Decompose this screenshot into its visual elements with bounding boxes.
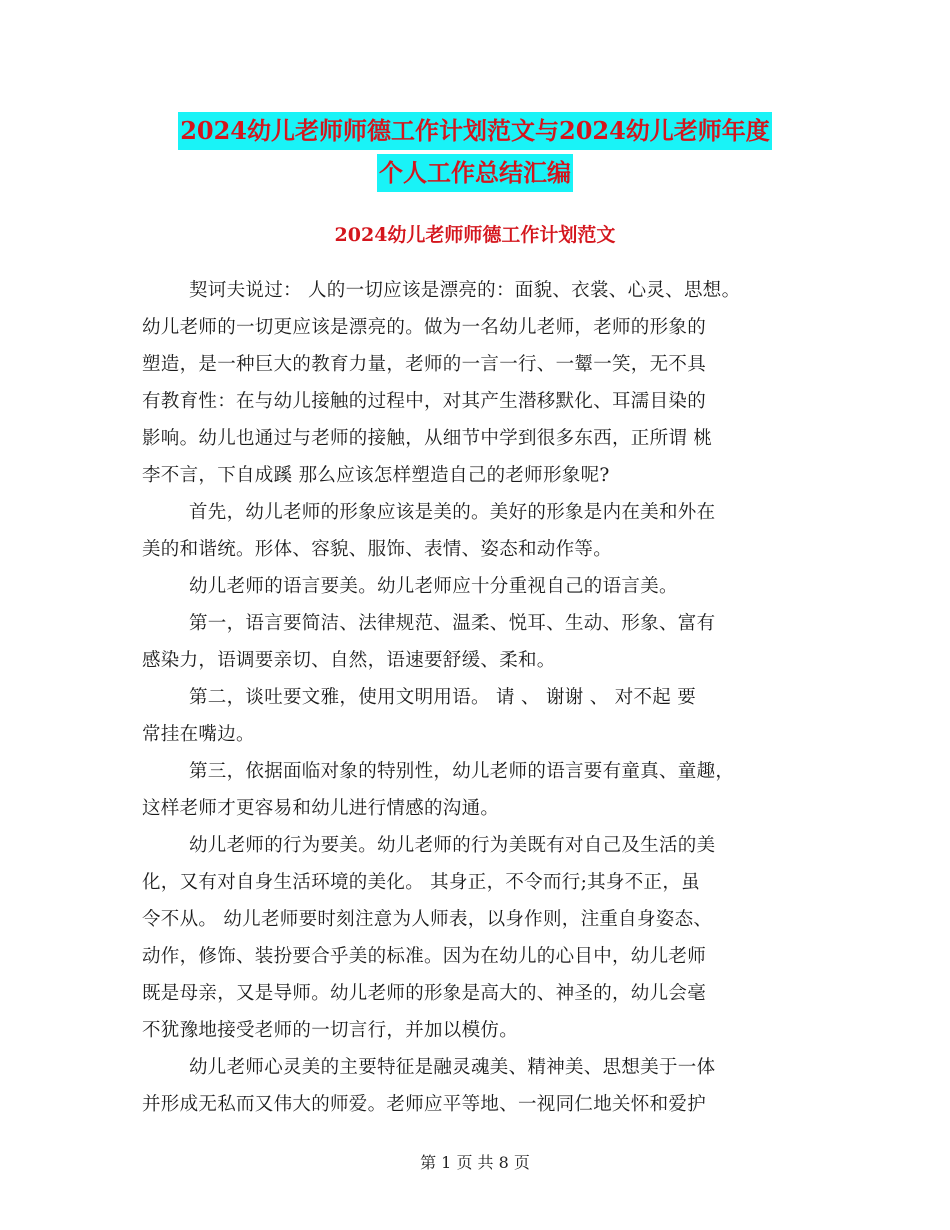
document-body [142,272,822,1123]
paragraph-line: 第二，谈吐要文雅，使用文明用语。 请 、 谢谢 、 对不起 要 [189,687,697,708]
paragraph-line: 这样老师才更容易和幼儿进行情感的沟通。 [142,798,500,819]
paragraph-line: 幼儿老师心灵美的主要特征是融灵魂美、精神美、思想美于一体 [189,1057,716,1078]
paragraph-line: 幼儿老师的一切更应该是漂亮的。做为一名幼儿老师，老师的形象的 [142,317,707,338]
paragraph-line: 并形成无私而又伟大的师爱。老师应平等地、一视同仁地关怀和爱护 [142,1094,707,1115]
paragraph-line: 影响。幼儿也通过与老师的接触，从细节中学到很多东西，正所谓 桃 [142,428,713,449]
title-line-2: 个人工作总结汇编 [377,154,573,192]
paragraph-line: 幼儿老师的行为要美。幼儿老师的行为美既有对自己及生活的美 [189,835,716,856]
title-line-1: 2024幼儿老师师德工作计划范文与2024幼儿老师年度 [178,112,772,150]
paragraph-line: 第三，依据面临对象的特别性，幼儿老师的语言要有童真、童趣， [189,761,735,782]
paragraph-line: 感染力，语调要亲切、自然，语速要舒缓、柔和。 [142,650,556,671]
paragraph-line: 幼儿老师的语言要美。幼儿老师应十分重视自己的语言美。 [189,576,678,597]
paragraph-line: 塑造，是一种巨大的教育力量，老师的一言一行、一颦一笑，无不具 [142,354,707,375]
paragraph-line: 既是母亲，又是导师。幼儿老师的形象是高大的、神圣的，幼儿会毫 [142,983,707,1004]
paragraph-line: 常挂在嘴边。 [142,724,255,745]
page-footer: 第 1 页 共 8 页 [420,1153,530,1172]
paragraph-line: 动作，修饰、装扮要合乎美的标准。因为在幼儿的心目中，幼儿老师 [142,946,707,967]
section-heading: 2024幼儿老师师德工作计划范文 [334,224,616,246]
paragraph-line: 首先，幼儿老师的形象应该是美的。美好的形象是内在美和外在 [189,502,716,523]
paragraph-line: 有教育性：在与幼儿接触的过程中，对其产生潜移默化、耳濡目染的 [142,391,707,412]
paragraph-line: 契诃夫说过： 人的一切应该是漂亮的：面貌、衣裳、心灵、思想。 [189,280,741,301]
paragraph-line: 李不言，下自成蹊 那么应该怎样塑造自己的老师形象呢? [142,465,610,486]
paragraph-line: 化，又有对自身生活环境的美化。 其身正，不令而行;其身不正，虽 [142,872,700,893]
paragraph-line: 不犹豫地接受老师的一切言行，并加以模仿。 [142,1020,519,1041]
paragraph-line: 第一，语言要简洁、法律规范、温柔、悦耳、生动、形象、富有 [189,613,716,634]
document-title [0,112,950,196]
paragraph-line: 令不从。 幼儿老师要时刻注意为人师表，以身作则，注重自身姿态、 [142,909,713,930]
paragraph-line: 美的和谐统。形体、容貌、服饰、表情、姿态和动作等。 [142,539,613,560]
